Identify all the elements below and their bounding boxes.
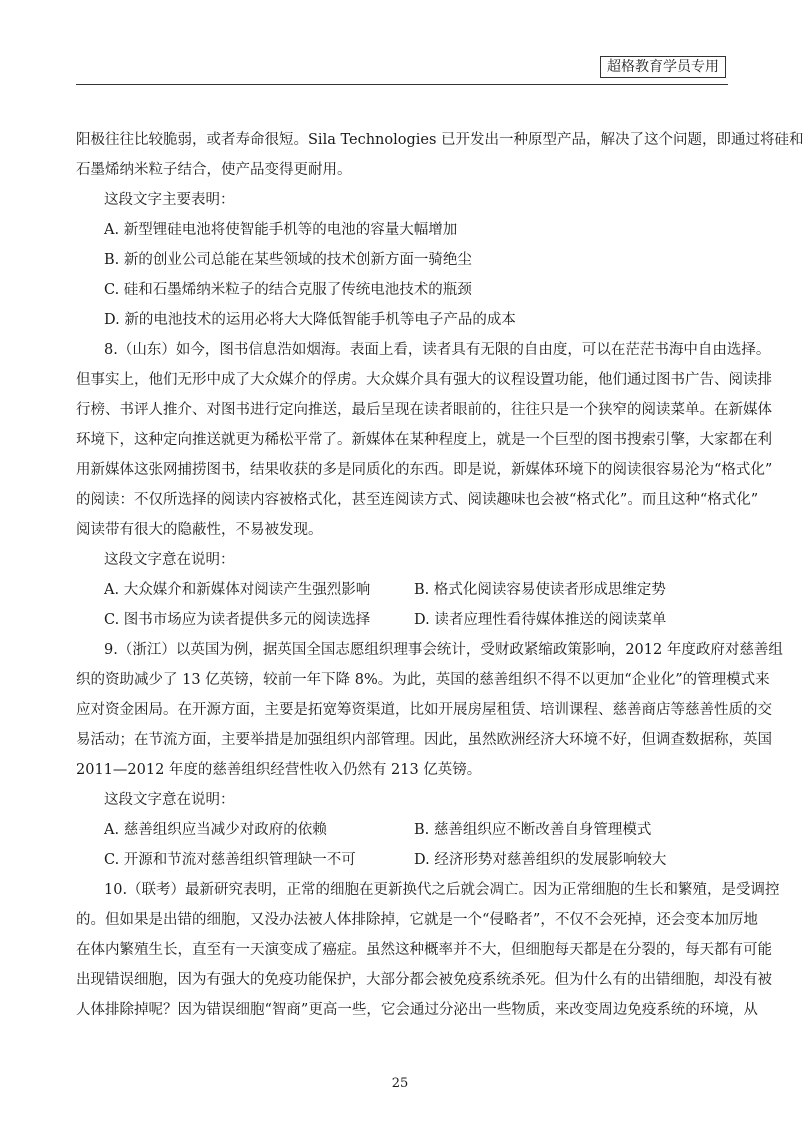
passage-line: 环境下，这种定向推送就更为稀松平常了。新媒体在某种程度上，就是一个巨型的图书搜索引擎，大家都在利 xyxy=(76,432,772,448)
passage-line: 2011—2012 年度的慈善组织经营性收入仍然有 213 亿英镑。 xyxy=(76,762,482,778)
option-c: C. 开源和节流对慈善组织管理缺一不可 xyxy=(104,852,356,868)
question-8-line: 8.（山东）如今，图书信息浩如烟海。表面上看，读者具有无限的自由度，可以在茫茫书海中自由选择。 xyxy=(104,342,771,358)
passage-line: 织的资助减少了 13 亿英镑，较前一年下降 8%。为此，英国的慈善组织不得不以更加“企业化”的管理模式来 xyxy=(76,672,770,688)
option-b: B. 格式化阅读容易使读者形成思维定势 xyxy=(414,582,666,598)
passage-line: 阳极往往比较脆弱，或者寿命很短。Sila Technologies 已开发出一种原型产品，解决了这个问题，即通过将硅和 xyxy=(76,132,804,148)
page-number: 25 xyxy=(391,1076,409,1091)
option-a: A. 新型锂硅电池将使智能手机等的电池的容量大幅增加 xyxy=(104,222,458,238)
option-a: A. 慈善组织应当减少对政府的依赖 xyxy=(104,822,327,838)
options-row xyxy=(76,815,724,845)
option-b: B. 新的创业公司总能在某些领域的技术创新方面一骑绝尘 xyxy=(104,252,472,268)
passage-line: 的。但如果是出错的细胞，又没办法被人体排除掉，它就是一个“侵略者”，不仅不会死掉，还会变本加厉地 xyxy=(76,912,758,928)
option-c: C. 硅和石墨烯纳米粒子的结合克服了传统电池技术的瓶颈 xyxy=(104,282,472,298)
option-d: D. 读者应理性看待媒体推送的阅读菜单 xyxy=(414,612,667,628)
passage-line: 易活动；在节流方面，主要举措是加强组织内部管理。因此，虽然欧洲经济大环境不好，但调查数据称，英国 xyxy=(76,732,772,748)
passage-line: 的阅读：不仅所选择的阅读内容被格式化，甚至连阅读方式、阅读趣味也会被“格式化”。而且这种“格式化” xyxy=(76,492,759,508)
option-d: D. 新的电池技术的运用必将大大降低智能手机等电子产品的成本 xyxy=(104,312,516,328)
passage-line: 人体排除掉呢？因为错误细胞“智商”更高一些，它会通过分泌出一些物质，来改变周边免疫系统的环境，从 xyxy=(76,1002,758,1018)
passage-line: 行榜、书评人推介、对图书进行定向推送，最后呈现在读者眼前的，往往只是一个狭窄的阅读菜单。在新媒体 xyxy=(76,402,772,418)
passage-line: 石墨烯纳米粒子结合，使产品变得更耐用。 xyxy=(76,162,352,178)
option-b: B. 慈善组织应不断改善自身管理模式 xyxy=(414,822,652,838)
question-10-line: 10.（联考）最新研究表明，正常的细胞在更新换代之后就会凋亡。因为正常细胞的生长和繁殖，是受调控 xyxy=(104,882,780,898)
passage-line: 在体内繁殖生长，直至有一天演变成了癌症。虽然这种概率并不大，但细胞每天都是在分裂的，每天都有可能 xyxy=(76,942,772,958)
header-rule xyxy=(76,84,728,85)
option-a: A. 大众媒介和新媒体对阅读产生强烈影响 xyxy=(104,582,371,598)
question-9-line: 9.（浙江）以英国为例，据英国全国志愿组织理事会统计，受财政紧缩政策影响，2012 年度政府对慈善组 xyxy=(104,642,783,658)
passage-line: 应对资金困局。在开源方面，主要是拓宽筹资渠道，比如开展房屋租赁、培训课程、慈善商店等慈善性质的交 xyxy=(76,702,772,718)
question-prompt: 这段文字主要表明： xyxy=(104,192,235,208)
passage-line: 但事实上，他们无形中成了大众媒介的俘虏。大众媒介具有强大的议程设置功能，他们通过图书广告、阅读排 xyxy=(76,372,772,388)
page-body xyxy=(76,125,804,1025)
passage-line: 出现错误细胞，因为有强大的免疫功能保护，大部分都会被免疫系统杀死。但为什么有的出错细胞，却没有被 xyxy=(76,972,772,988)
options-row xyxy=(76,845,724,875)
passage-line: 阅读带有很大的隐蔽性，不易被发现。 xyxy=(76,522,323,538)
question-prompt: 这段文字意在说明： xyxy=(104,792,235,808)
option-d: D. 经济形势对慈善组织的发展影响较大 xyxy=(414,852,667,868)
passage-line: 用新媒体这张网捕捞图书，结果收获的多是同质化的东西。即是说，新媒体环境下的阅读很容易沦为“格式化” xyxy=(76,462,773,478)
header-badge: 超格教育学员专用 xyxy=(600,56,726,78)
options-row xyxy=(76,575,724,605)
option-c: C. 图书市场应为读者提供多元的阅读选择 xyxy=(104,612,371,628)
options-row xyxy=(76,605,724,635)
question-prompt: 这段文字意在说明： xyxy=(104,552,235,568)
